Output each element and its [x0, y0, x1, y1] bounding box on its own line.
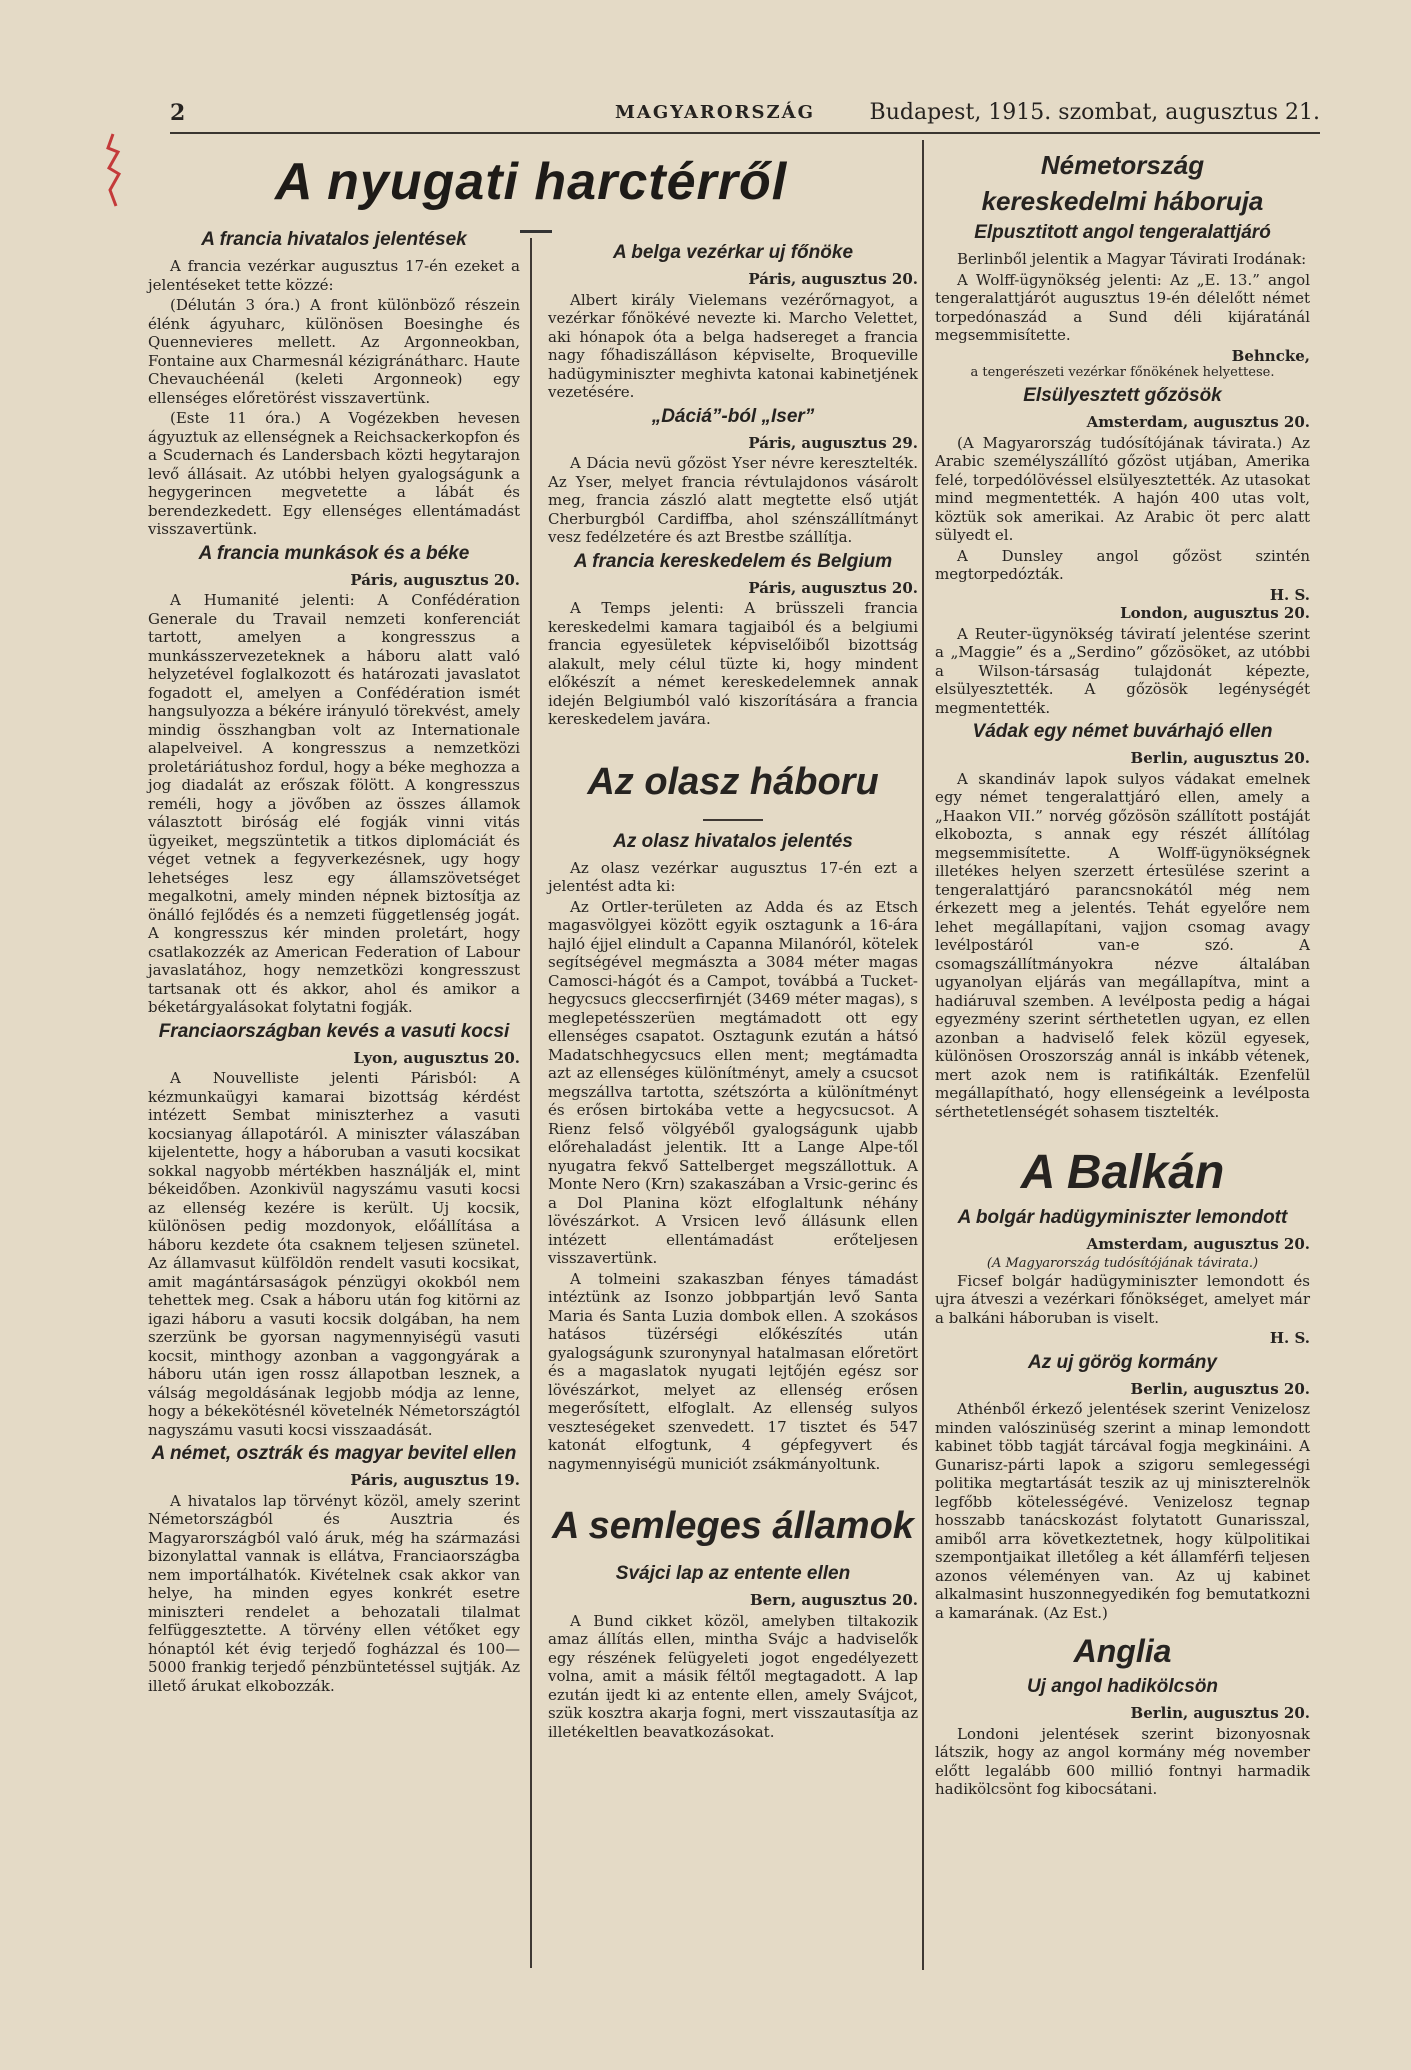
main-title: A nyugati harctérről — [275, 153, 788, 211]
article-paragraph: Londoni jelentések szerint bizonyosnak látszik, hogy az angol kormány még november előtt legalább 600 millió fontnyi harmadik hadikölcsönt fog kibocsátani. — [935, 1724, 1310, 1798]
title-rule — [520, 230, 552, 233]
column-divider-1 — [530, 238, 532, 1968]
article-paragraph: A hivatalos lap törvényt közöl, amely szerint Németországból és Ausztria és Magyarországból való áruk, még ha származási bizonylattal vannak is ellátva, Franciaországba nem importálhatók. Kivételnek csak akkor van helye, ha minden egyes konkrét esetre miniszteri rendelet a behozatali tilalmat felfüggesztette. A törvény ellen vétőket egy hónaptól két évig terjedő fogházzal és 100—5000 frankig terjedő pénzbüntetéssel sujtják. Az illető árukat elkobozzák. — [148, 1491, 520, 1695]
section-title: Az olasz háboru — [587, 760, 879, 803]
article-paragraph: A Bund cikket közöl, amelyben tiltakozik amaz állítás ellen, mintha Svájc a hadviselők egy részének felügyeleti jogot engedélyezett volna, amit a másik féltől megtagadott. A lap ezután ijedt ki az entente ellen, amely Svájcot, szük kosztra akarja fogni, mert visszautasítja az illetékeltlen beavatkozásokat. — [548, 1611, 918, 1741]
article-title: Franciaországban kevés a vasuti kocsi — [158, 1020, 510, 1042]
dateline: Páris, augusztus 29. — [748, 433, 918, 452]
article-title: A német, osztrák és magyar bevitel ellen — [151, 1443, 517, 1464]
dateline: Páris, augusztus 20. — [748, 578, 918, 597]
article-paragraph: A tolmeini szakaszban fényes támadást intéztünk az Isonzo jobbpartján levő Santa Maria és Santa Luzia dombok ellen. A szokásos hatásos tüzérségi előkészítés után gyalogságunk szuronynyal hatalmasan előretört és a magaslatok nyugati lejtőjén egész sor lövészárkot, melyet az ellenség erősen megerősített, elfoglalt. Az ellenség sulyos veszteségeket szenvedett. 17 tisztet és 547 katonát elfogtunk, 4 gépfegyvert és nagymennyiségü municiót zsákmányoltunk. — [548, 1269, 918, 1473]
article-title: Az olasz hivatalos jelentés — [613, 830, 853, 852]
dateline: Berlin, augusztus 20. — [1130, 1379, 1310, 1398]
issue-date: Budapest, 1915. szombat, augusztus 21. — [869, 100, 1320, 125]
article-title: Uj angol hadikölcsön — [1026, 1676, 1219, 1697]
article-title: Elsülyesztett gőzösök — [1023, 385, 1222, 406]
article-title: Elpusztitott angol tengeralattjáró — [974, 222, 1271, 243]
article-paragraph: A Wolff-ügynökség jelenti: Az „E. 13.” angol tengeralattjárót augusztus 19-én délelőtt német torpedónaszád a Sund déli kijáratánál megsemmisítette. — [935, 270, 1310, 344]
signature-role: a tengerészeti vezérkar főnökének helyettese. — [970, 365, 1275, 380]
article-paragraph: A francia vezérkar augusztus 17-én ezeket a jelentéseket tette közzé: — [148, 257, 520, 294]
article-paragraph: A Temps jelenti: A brüsszeli francia kereskedelmi kamara tagjaiból és a belgiumi francia egyesületek képviselőiből bizottság alakult, mely célul tüzte ki, hogy mindent előkészít a német kereskedelemnek annak idején Belgiumból való kiszorítására a francia kereskedelem javára. — [548, 599, 918, 728]
article-paragraph: (Délután 3 óra.) A front különböző részein élénk ágyuharc, különösen Boesinghe és Quennevieres mellett. Az Argonneokban, Fontaine aux Charmesnál kézigránátharc. Haute Chevauchéenál (keleti Argonneok) egy ellenséges előretörést visszavertünk. — [148, 296, 520, 407]
dateline: Amsterdam, augusztus 20. — [1086, 1235, 1310, 1253]
signature: H. S. — [1269, 585, 1310, 604]
dateline: Amsterdam, augusztus 20. — [1086, 413, 1310, 431]
article-paragraph: Berlinből jelentik a Magyar Távirati Irodának: — [957, 250, 1307, 268]
dateline: Páris, augusztus 20. — [350, 570, 520, 589]
article-paragraph: A Nouvelliste jelenti Párisból: A kézmunkaügyi kamarai bizottság kérdést intézett Sembat miniszterhez a vasuti kocsianyag állapotáról. A miniszter válaszában kijelentette, hogy a háboruban a vasuti kocsikat sokkal nagyobb mértékben használják el, mint békeidőben. Azonkivül nagyszámu vasuti kocsi az ellenség kezére is került. Uj kocsik, különösen pedig mozdonyok, előállítása a háboru kezdete óta csaknem teljesen szünetel. Az államvasut külföldön rendelt vasuti kocsikat, amit magántársaságok pénzügyi okokból nem tehettek meg. Csak a háboru után fog kitörni az igazi háboru a vasuti kocsik dolgában, ha nem szerzünk be gyorsan nagymennyiségü vasuti kocsit, minthogy azonban a vaggongyárak a háboru után igen rossz állapotban lesznek, a válság megoldásának legjobb módja az lenne, hogy a békekötésnél követelnék Németországtól nagyszámu vasuti kocsi visszaadását. — [148, 1069, 520, 1439]
column-3 — [935, 150, 1310, 1801]
masthead: MAGYARORSZÁG — [615, 102, 816, 123]
dateline: Páris, augusztus 19. — [350, 1471, 520, 1489]
article-paragraph: Athénből érkező jelentések szerint Venizelosz minden valószinüség szerint a minap lemondott kabinet több tagját tárcával fogja megkináini. A Gunarisz-párti lapok a szigoru semlegességi politika megtartását teszik az uj miniszterelnök legfőbb kötelességévé. Venizelosz tegnap hosszabb tanácskozást folytatott Gunarisszal, amiből arra következtetnek, hogy külpolitikai szempontjaikat illetőleg a két államférfi teljesen azonos véleményen van. Az uj kabinet alkalmasint huszonnegyedikén fog bemutatkozni a kamarának. (Az Est.) — [935, 1400, 1310, 1622]
article-paragraph: A Reuter-ügynökség táviratí jelentése szerint a „Maggie” és a „Serdino” gőzösöket, az utóbbi a Wilson-társaság tulajdonát képezte, elsülyesztették. A gőzösök legénységét megmentették. — [935, 624, 1310, 717]
article-paragraph: A Dunsley angol gőzöst szintén megtorpedózták. — [935, 546, 1310, 583]
article-title: A francia hivatalos jelentések — [201, 229, 467, 250]
dateline: Lyon, augusztus 20. — [353, 1048, 520, 1067]
section-title: Németország — [1040, 150, 1205, 180]
article-title: A bolgár hadügyminiszter lemondott — [957, 1207, 1288, 1228]
article-title: A francia kereskedelem és Belgium — [573, 550, 893, 572]
section-rule — [703, 819, 763, 821]
section-title: A semleges államok — [552, 1505, 914, 1547]
article-paragraph: Az olasz vezérkar augusztus 17-én ezt a jelentést adta ki: — [548, 858, 918, 895]
column-2 — [548, 238, 918, 1743]
article-title: Vádak egy német buvárhajó ellen — [972, 721, 1273, 742]
dateline: Bern, augusztus 20. — [749, 1591, 918, 1609]
article-title: A francia munkások és a béke — [198, 542, 470, 564]
dateline: Berlin, augusztus 20. — [1130, 749, 1310, 767]
article-paragraph: Az Ortler-területen az Adda és az Etsch magasvölgyei között egyik osztagunk a 16-ára hajló éjjel elindult a Capanna Milanóról, kötelek segítségével megmászta a 3084 méter magas Camosci-hágót és a Campot, továbbá a Tucket-hegycsucs gleccserfirnjét (3469 méter magas), s meglepetésszerüen megtámadott ott egy ellenséges csapatot. Osztagunk ezután a hátsó Madatschhegycsucs ellen ment; megtámadta azt az ellenséges különítményt, amely a csucsot megszállva tartotta, szétszórta a különítményt és erősen birtokába vette a hegycsucsot. A Rienz felső völgyéből gyalogságunk ujabb előrehaladást jelentik. Itt a Lange Alpe-től nyugatra fekvő Sattelberget megszállottuk. A Monte Nero (Krn) szakaszában a Vrsic-gerinc és a Dol Planina közt elfoglaltunk néhány lövészárkot. A Vrsicen levő állásunk ellen intézett ellentámadást erőteljesen visszavertünk. — [548, 897, 918, 1267]
article-title: Az uj görög kormány — [1028, 1351, 1217, 1373]
page-number: 2 — [170, 100, 186, 126]
section-title: A Balkán — [1020, 1146, 1225, 1199]
article-paragraph: (A Magyarország tudósítójának távirata.) Az Arabic személyszállító gőzöst utjában, Amerika felé, torpedólövéssel elsülyesztették. Az utasokat mind megmentették. A hajón 400 utas volt, köztük sok amerikai. Az Arabic öt perc alatt sülyedt el. — [935, 433, 1310, 544]
article-paragraph: A Dácia nevü gőzöst Yser névre keresztelték. Az Yser, melyet francia révtulajdonos vásárolt meg, francia zászló alatt megtette első utját Cherburgból Cardiffba, ahol szénszállítmányt vesz fedélzetére és azt Brestbe szállítja. — [548, 454, 918, 546]
signature: H. S. — [1269, 1329, 1310, 1347]
article-paragraph: Albert király Vielemans vezérőrnagyot, a vezérkar főnökévé nevezte ki. Marcho Velettet, aki hónapok óta a belga hadsereget a francia nagy főhadiszálláson képviselte, Broqueville hadügyminiszter meghivta katonai kabinetjének vezetésére. — [548, 290, 918, 401]
article-paragraph: Ficsef bolgár hadügyminiszter lemondott és ujra átveszi a vezérkari főnökséget, amelyet már a balkáni háboruban is viselt. — [935, 1271, 1310, 1327]
dateline: Páris, augusztus 20. — [748, 270, 918, 288]
dateline: London, augusztus 20. — [1120, 604, 1310, 622]
section-title: kereskedelmi háboruja — [981, 186, 1264, 216]
page-header — [170, 98, 1320, 134]
article-title: „Dáciá”-ból „Iser” — [651, 405, 815, 427]
article-subtitle: (A Magyarország tudósítójának távirata.) — [986, 1255, 1259, 1271]
column-divider-2 — [922, 140, 924, 1970]
section-title: Anglia — [1073, 1633, 1172, 1669]
article-title: Svájci lap az entente ellen — [615, 1563, 851, 1584]
column-1 — [148, 225, 520, 1697]
handwritten-mark-icon — [100, 130, 126, 210]
signature: Behncke, — [1231, 346, 1310, 365]
dateline: Berlin, augusztus 20. — [1130, 1704, 1310, 1722]
article-paragraph: (Este 11 óra.) A Vogézekben hevesen ágyuztuk az ellenségnek a Reichsackerkopfon és a Scudernach és Landersbach közti hegytarajon levő állásait. Az utóbbi helyen gyalogságunk a hegygerincen megvetette a lábát és berendezkedett. Egy ellenséges ellentámadást visszavertünk. — [148, 409, 520, 538]
article-paragraph: A Humanité jelenti: A Confédération Generale du Travail nemzeti konferenciát tartott, amelyen a kongresszus a munkásszervezeteknek a háboru alatt való helyzetével foglalkozott és határozati javaslatot fogadott el, amelyen a Confédération ismét hangsulyozza a békére irányuló törekvést, amely mindig összhangban volt az Internationale alapelveivel. A kongresszus a nemzetközi proletáriátushoz fordul, hogy a béke meghozza a jog diadalát az erőszak fölött. A kongresszus reméli, hogy a jövőben az összes államok választott biróság elé fogják vinni vitás ügyeiket, megszüntetik a titkos diplomáciát és véget vetnek a fegyverkezésnek, ugy hogy lehetséges lesz egy államszövetséget megalkotni, amely minden népnek biztosítja az önálló fejlődés és a nemzeti függetlenség jogát. A kongresszus kér minden proletárt, hogy csatlakozzék az American Federation of Labour javaslatához, hogy nemzetközi kongresszust tartsanak ott és akkor, ahol és amikor a béketárgyalásokat folytatni fogják. — [148, 591, 520, 1016]
article-title: A belga vezérkar uj főnöke — [612, 242, 854, 263]
article-paragraph: A skandináv lapok sulyos vádakat emelnek egy német tengeralattjáró ellen, amely a „Haakon VII.” norvég gőzösön szállított postáját elkobozta, s annak egy részét állítólag megsemmisítette. A Wolff-ügynökségnek illetékes helyen szerzett értesülése szerint a tengeralattjáró parancsnokától még nem érkezett meg a jelentés. Tehát egyelőre nem lehet megállapítani, vajjon csomag avagy levélpostáról van-e szó. A csomagszállítmányokra nézve általában ugyanolyan eljárás van megállapítva, mint a hadiáruval szemben. A levélposta pedig a hágai egyezmény szerint sérthetetlen ugyan, ez ellen azonban a hadviselő felek közül egyesek, különösen Oroszország annál is inkább vétenek, mert azok nem is ratifikálták. Ezenfelül megállapítható, hogy ellenségeink a levélposta sérthetetlenségét sohasem tisztelték. — [935, 769, 1310, 1121]
